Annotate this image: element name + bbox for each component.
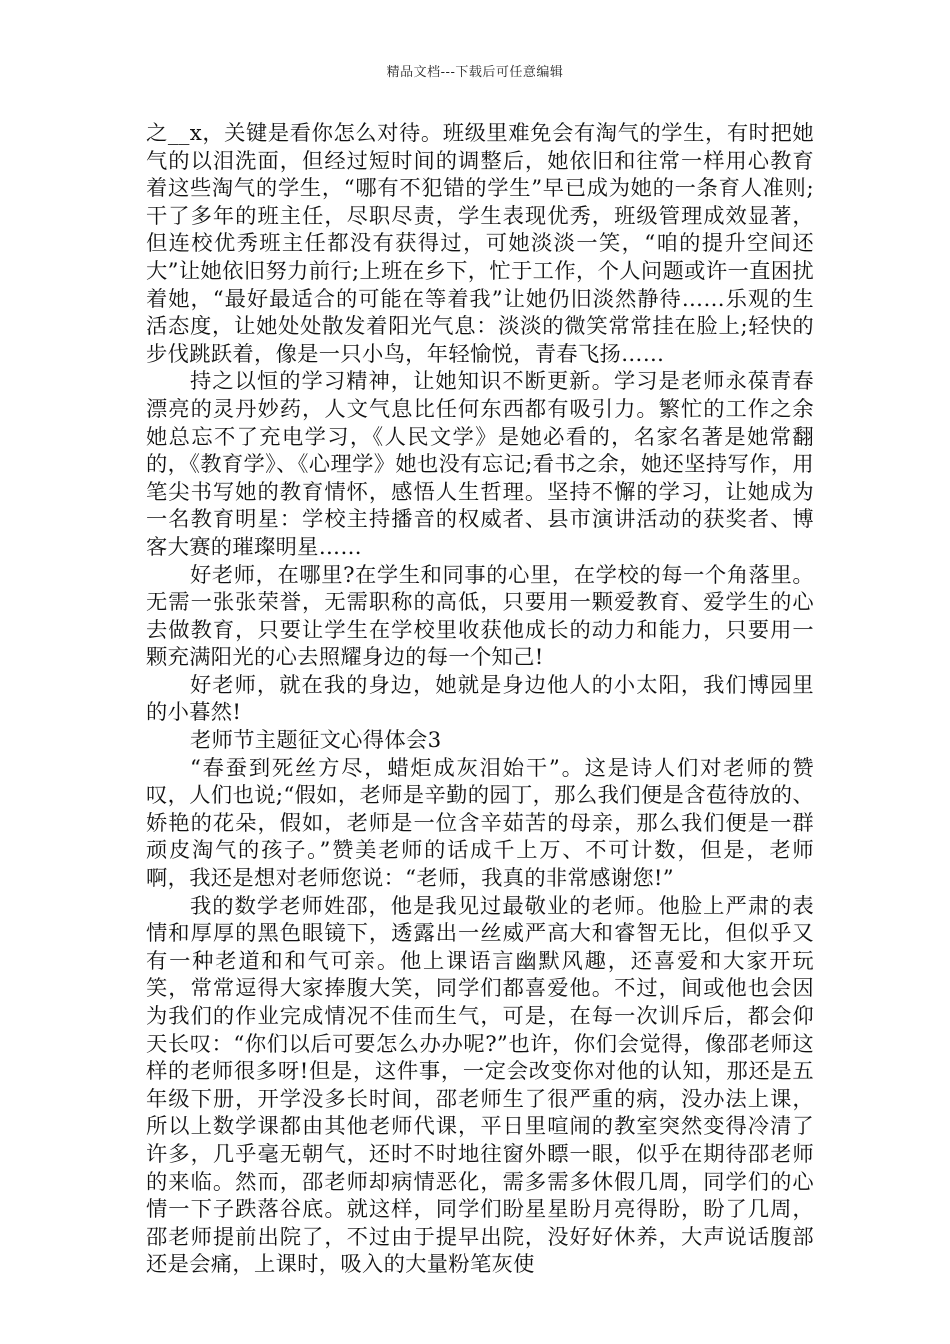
document-body [146,120,814,1279]
paragraph-learning-spirit: 持之以恒的学习精神，让她知识不断更新。学习是老师永葆青春漂亮的灵丹妙药，人文气息比任何东西都有吸引力。繁忙的工作之余她总忘不了充电学习，《人民文学》是她必看的，名家名著是她常翻的，《教育学》、《心理学》她也没有忘记;看书之余，她还坚持写作，用笔尖书写她的教育情怀，感悟人生哲理。坚持不懈的学习，让她成为一名教育明星：学校主持播音的权威者、县市演讲活动的获奖者、博客大赛的璀璨明星…… [146,369,814,560]
paragraph-spring-silkworm: “春蚕到死丝方尽，蜡炬成灰泪始干”。这是诗人们对老师的赞叹，人们也说;“假如，老师是辛勤的园丁，那么我们便是含苞待放的、娇艳的花朵，假如，老师是一位含辛茹苦的母亲，那么我们便是一群顽皮淘气的孩子。”赞美老师的话成千上万、不可计数，但是，老师啊，我还是想对老师您说：“老师，我真的非常感谢您!” [146,755,814,892]
paragraph-where-good-teacher: 好老师，在哪里?在学生和同事的心里，在学校的每一个角落里。无需一张张荣誉，无需职称的高低，只要用一颗爱教育、爱学生的心去做教育，只要让学生在学校里收获他成长的动力和能力，只要用一颗充满阳光的心去照耀身边的每一个知己! [146,562,814,671]
paragraph-math-teacher: 我的数学老师姓邵，他是我见过最敬业的老师。他脸上严肃的表情和厚厚的黑色眼镜下，透露出一丝威严高大和睿智无比，但似乎又有一种老道和和气可亲。他上课语言幽默风趣，还喜爱和大家开玩笑，常常逗得大家捧腹大笑，同学们都喜爱他。不过，间或他也会因为我们的作业完成情况不佳而生气，可是，在每一次训斥后，都会仰天长叹：“你们以后可要怎么办办呢?”也许，你们会觉得，像邵老师这样的老师很多呀!但是，这件事，一定会改变你对他的认知，那还是五年级下册，开学没多长时间，邵老师生了很严重的病，没办法上课，所以上数学课都由其他老师代课，平日里喧闹的教室突然变得冷清了许多，几乎毫无朝气，还时不时地往窗外瞟一眼，似乎在期待邵老师的来临。然而，邵老师却病情恶化，需多需多休假几周，同学们的心情一下子跌落谷底。就这样，同学们盼星星盼月亮得盼，盼了几周，邵老师提前出院了，不过由于提早出院，没好好休养，大声说话腹部还是会痛，上课时，吸入的大量粉笔灰使 [146,893,814,1278]
section-heading: 老师节主题征文心得体会3 [190,728,442,754]
paragraph-continuation: 之__x，关键是看你怎么对待。班级里难免会有淘气的学生，有时把她气的以泪洗面，但经过短时间的调整后，她依旧和往常一样用心教育着这些淘气的学生，“哪有不犯错的学生”早已成为她的一条育人准则;干了多年的班主任，尽职尽责，学生表现优秀，班级管理成效显著，但连校优秀班主任都没有获得过，可她淡淡一笑，“咱的提升空间还大”让她依旧努力前行;上班在乡下，忙于工作，个人问题或许一直困扰着她，“最好最适合的可能在等着我”让她仍旧淡然静待……乐观的生活态度，让她处处散发着阳光气息：淡淡的微笑常常挂在脸上;轻快的步伐跳跃着，像是一只小鸟，年轻愉悦，青春飞扬…… [146,121,814,367]
page-header: 精品文档---下载后可任意编辑 [386,65,564,80]
paragraph-little-sun: 好老师，就在我的身边，她就是身边他人的小太阳，我们博园里的小暮然! [146,672,814,726]
